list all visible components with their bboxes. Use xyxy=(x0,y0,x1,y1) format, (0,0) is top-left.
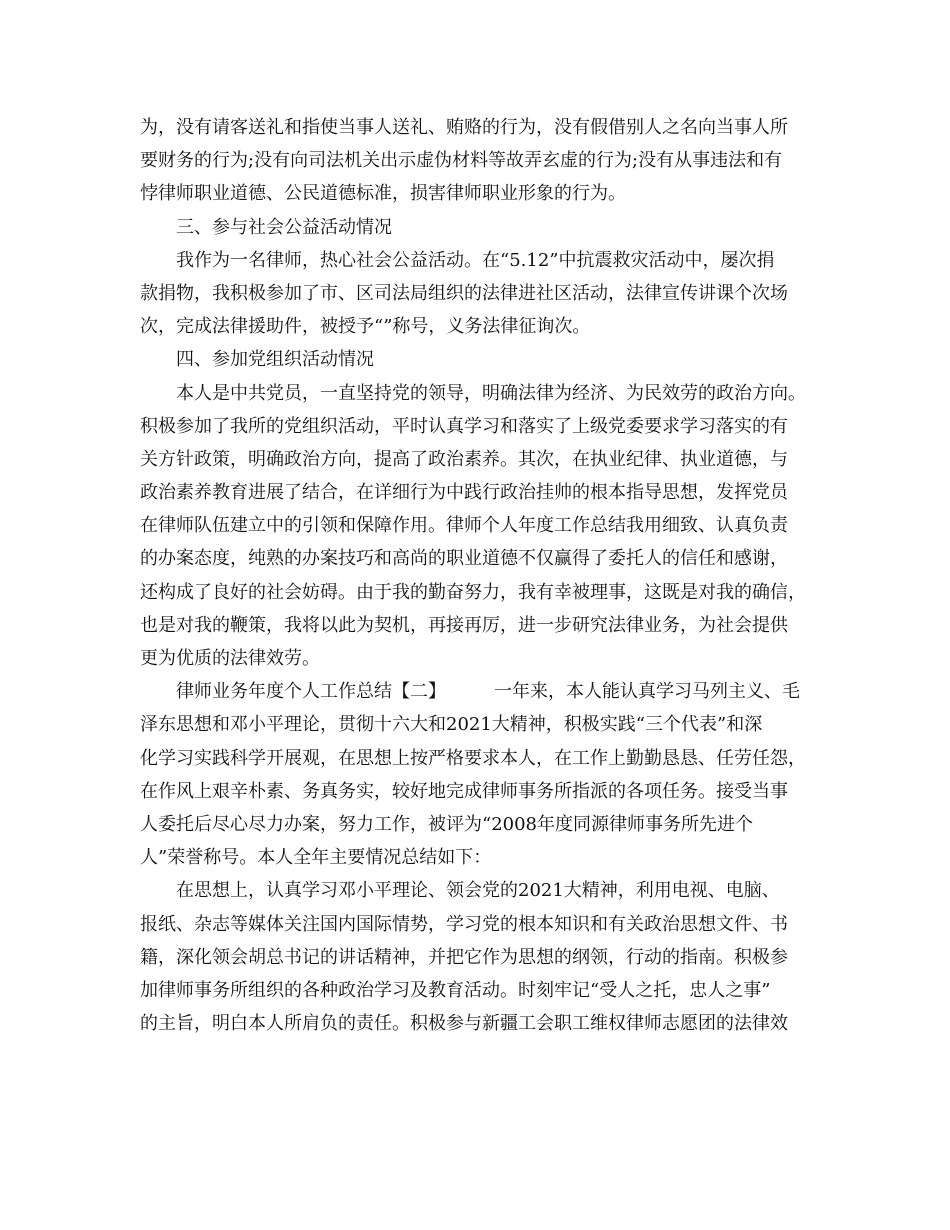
text-line: 政治素养教育进展了结合，在详细行为中践行政治挂帅的根本指导思想，发挥党员 xyxy=(140,482,788,504)
text-line: 的办案态度，纯熟的办案技巧和高尚的职业道德不仅赢得了委托人的信任和感谢， xyxy=(140,548,788,570)
section-heading: 三、参与社会公益活动情况 xyxy=(176,216,392,238)
text-line: 更为优质的法律效劳。 xyxy=(140,648,320,669)
text-line: 也是对我的鞭策，我将以此为契机，再接再厉，进一步研究法律业务，为社会提供 xyxy=(140,614,788,636)
document-body xyxy=(140,111,815,1040)
text-line: 的主旨，明白本人所肩负的责任。积极参与新疆工会职工维权律师志愿团的法律效 xyxy=(140,1013,788,1035)
text-line: 籍，深化领会胡总书记的讲话精神，并把它作为思想的纲领，行动的指南。积极参 xyxy=(140,946,788,968)
text-line: 加律师事务所组织的各种政治学习及教育活动。时刻牢记“受人之托，忠人之事” xyxy=(140,979,771,1001)
text-line: 积极参加了我所的党组织活动，平时认真学习和落实了上级党委要求学习落实的有 xyxy=(140,415,788,437)
text-line: 我作为一名律师，热心社会公益活动。在“5.12”中抗震救灾活动中，屡次捐 xyxy=(176,249,775,271)
text-line: 为，没有请客送礼和指使当事人送礼、贿赂的行为，没有假借别人之名向当事人所 xyxy=(140,117,788,138)
text-line: 本人是中共党员，一直坚持党的领导，明确法律为经济、为民效劳的政治方向。 xyxy=(176,382,806,404)
article-subtitle: 律师业务年度个人工作总结【二】 xyxy=(176,681,446,703)
text-line: 在思想上，认真学习邓小平理论、领会党的2021大精神，利用电视、电脑、 xyxy=(176,880,780,902)
section-heading: 四、参加党组织活动情况 xyxy=(176,349,374,371)
text-line: 款捐物，我积极参加了市、区司法局组织的法律进社区活动，法律宣传讲课个次场 xyxy=(140,282,788,304)
text-line: 还构成了良好的社会妨碍。由于我的勤奋努力，我有幸被理事，这既是对我的确信， xyxy=(140,581,806,603)
text-line-continuation: 一年来，本人能认真学习马列主义、毛 xyxy=(494,681,800,703)
text-line: 泽东思想和邓小平理论，贯彻十六大和2021大精神，积极实践“三个代表”和深 xyxy=(140,714,763,736)
text-line: 人委托后尽心尽力办案，努力工作，被评为“2008年度同源律师事务所先进个 xyxy=(140,813,754,835)
text-line: 化学习实践科学开展观，在思想上按严格要求本人，在工作上勤勤恳恳、任劳任怨， xyxy=(140,747,806,769)
text-line: 关方针政策，明确政治方向，提高了政治素养。其次，在执业纪律、执业道德，与 xyxy=(140,448,788,470)
text-line xyxy=(140,675,815,708)
text-line: 次，完成法律援助件，被授予“”称号，义务法律征询次。 xyxy=(140,316,591,338)
text-line: 在律师队伍建立中的引领和保障作用。律师个人年度工作总结我用细致、认真负责 xyxy=(140,515,788,537)
text-line: 人”荣誉称号。本人全年主要情况总结如下： xyxy=(140,847,492,869)
text-line: 在作风上艰辛朴素、务真务实，较好地完成律师事务所指派的各项任务。接受当事 xyxy=(140,780,788,802)
text-line: 要财务的行为;没有向司法机关出示虚伪材料等故弄玄虚的行为;没有从事违法和有 xyxy=(140,150,783,172)
text-line: 报纸、杂志等媒体关注国内国际情势，学习党的根本知识和有关政治思想文件、书 xyxy=(140,913,788,935)
text-line: 悖律师职业道德、公民道德标准，损害律师职业形象的行为。 xyxy=(140,183,626,205)
